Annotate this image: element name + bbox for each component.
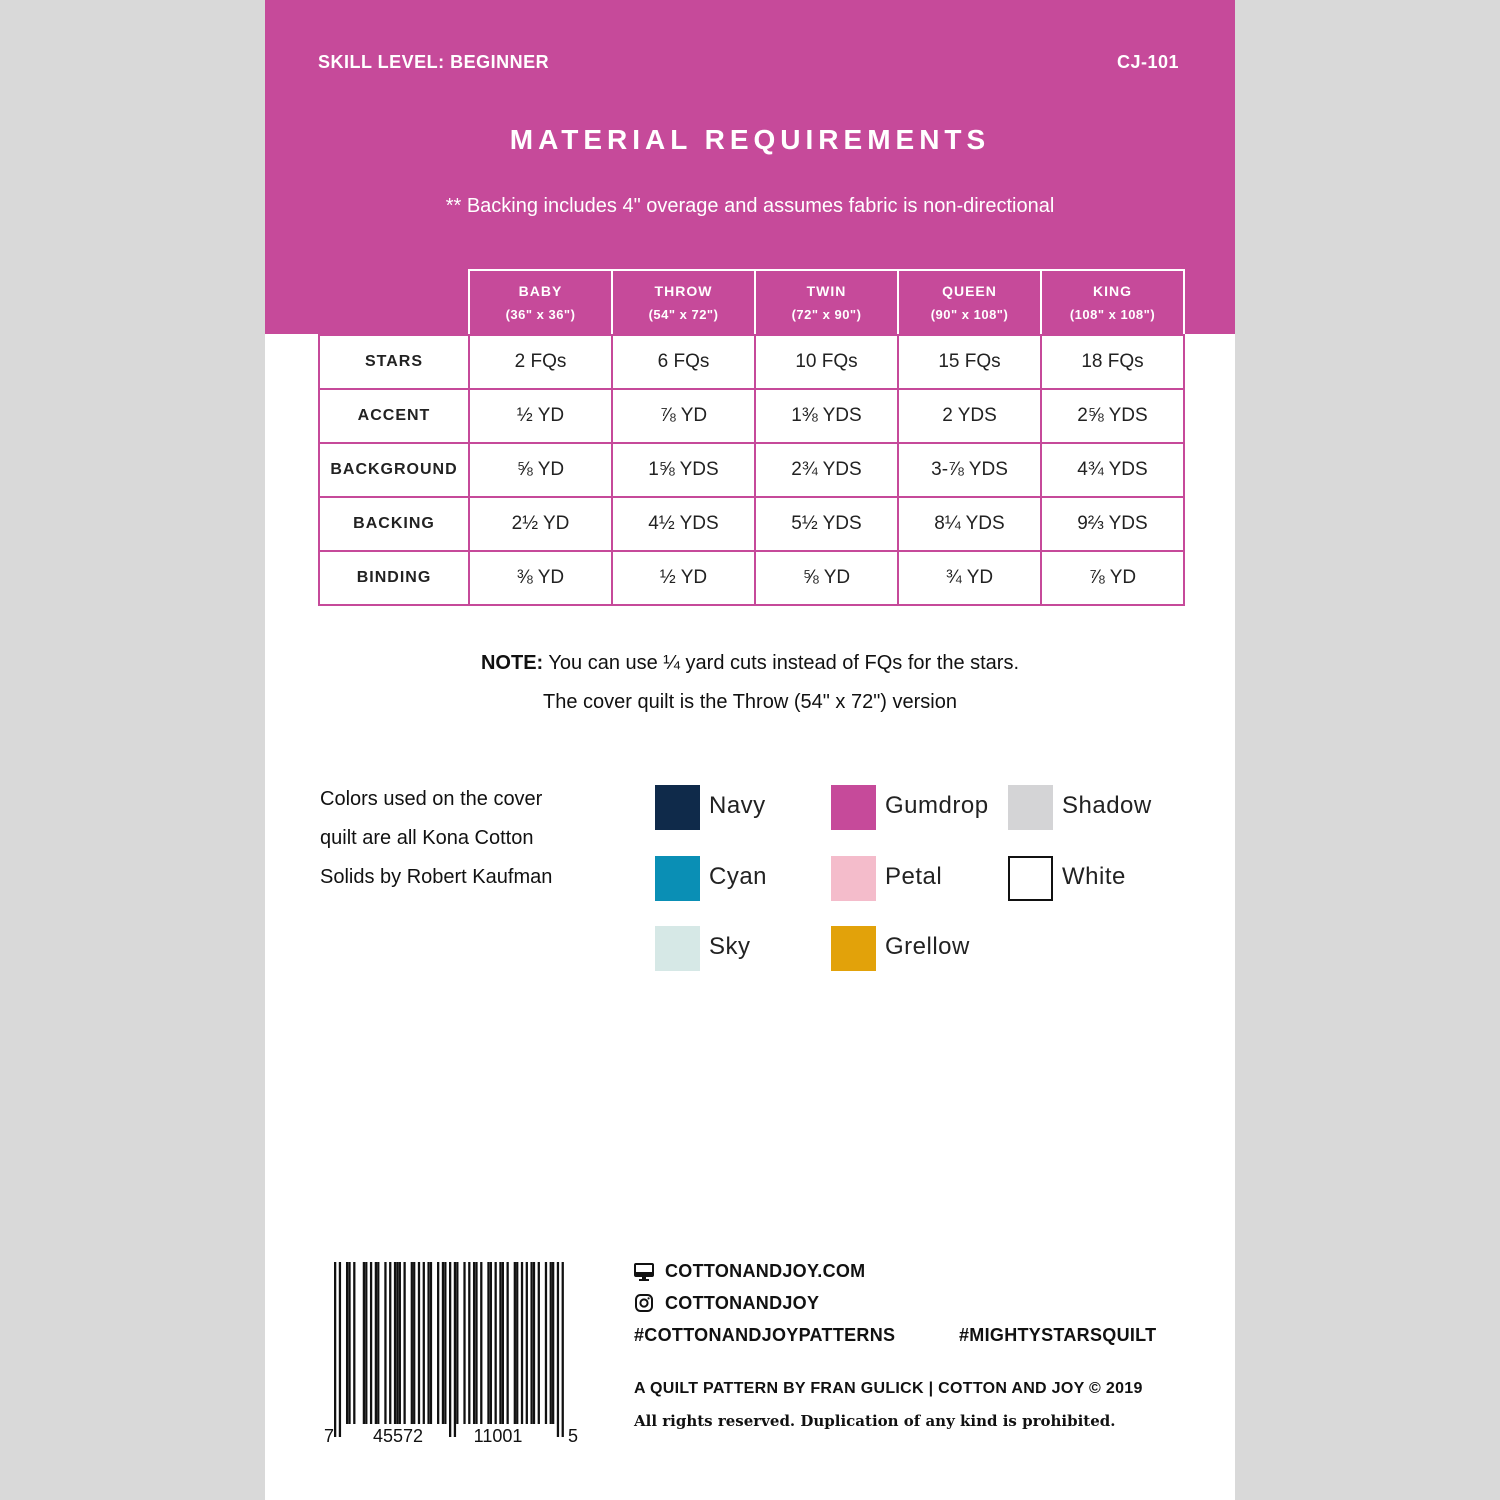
- barcode-bar: [463, 1262, 465, 1424]
- barcode-bar: [499, 1262, 501, 1424]
- table-cell: 4¾ YDS: [1040, 442, 1185, 498]
- website-link[interactable]: COTTONANDJOY.COM: [665, 1261, 866, 1281]
- barcode-bar: [442, 1262, 444, 1424]
- column-size: (108" x 108"): [1069, 307, 1156, 322]
- color-swatch-navy: [655, 785, 700, 830]
- backing-note: ** Backing includes 4" overage and assumes fabric is non-directional: [445, 195, 1055, 217]
- barcode-bar: [394, 1262, 396, 1424]
- column-header: [468, 269, 613, 336]
- barcode-bar: [468, 1262, 470, 1424]
- row-label: ACCENT: [318, 388, 470, 444]
- pattern-code: CJ-101: [1116, 52, 1179, 72]
- barcode-group-2: 11001: [473, 1426, 523, 1446]
- barcode-digit-first: 7: [324, 1426, 335, 1446]
- barcode-bar: [399, 1262, 401, 1424]
- barcode-bar: [334, 1262, 336, 1437]
- cover-note: The cover quilt is the Throw (54" x 72") version: [542, 691, 957, 713]
- barcode-bar: [449, 1262, 451, 1437]
- note-line: [265, 652, 1235, 675]
- table-cell: 18 FQs: [1040, 334, 1185, 390]
- barcode-bar: [516, 1262, 518, 1424]
- table-cell: ⅞ YD: [1040, 550, 1185, 606]
- column-name: QUEEN: [942, 283, 997, 299]
- barcode-bar: [389, 1262, 391, 1424]
- barcode-bar: [530, 1262, 532, 1424]
- table-cell: 2¾ YDS: [754, 442, 899, 498]
- page-title: MATERIAL REQUIREMENTS: [509, 124, 991, 155]
- color-name: Cyan: [709, 863, 768, 890]
- barcode-bar: [423, 1262, 425, 1424]
- barcode-bar: [377, 1262, 379, 1424]
- color-swatch-shadow: [1008, 785, 1053, 830]
- barcode: [320, 1260, 580, 1450]
- barcode-bar: [562, 1262, 564, 1437]
- barcode-bar: [413, 1262, 415, 1424]
- barcode-group-1: 45572: [372, 1426, 424, 1446]
- barcode-bar: [384, 1262, 386, 1424]
- color-name: Navy: [709, 792, 766, 819]
- credit-line: A QUILT PATTERN BY FRAN GULICK | COTTON AND JOY © 2019: [634, 1380, 1143, 1397]
- barcode-bar: [552, 1262, 554, 1424]
- colors-description-line: quilt are all Kona Cotton: [320, 827, 534, 849]
- table-cell: 1⅜ YDS: [754, 388, 899, 444]
- barcode-bar: [487, 1262, 489, 1424]
- barcode-bar: [427, 1262, 429, 1424]
- column-name: THROW: [654, 283, 713, 299]
- barcode-bar: [411, 1262, 413, 1424]
- hashtag-quilt: #MIGHTYSTARSQUILT: [959, 1325, 1157, 1345]
- barcode-bar: [437, 1262, 439, 1424]
- barcode-bar: [444, 1262, 446, 1424]
- color-name: Petal: [885, 863, 943, 890]
- barcode-bar: [514, 1262, 516, 1424]
- barcode-bar: [473, 1262, 475, 1424]
- table-cell: ½ YD: [468, 388, 613, 444]
- table-cell: ⅝ YD: [468, 442, 613, 498]
- barcode-digit-last: 5: [568, 1426, 579, 1446]
- barcode-bar: [475, 1262, 477, 1424]
- color-swatch-sky: [655, 926, 700, 971]
- barcode-bar: [363, 1262, 365, 1424]
- barcode-bar: [396, 1262, 398, 1424]
- barcode-bar: [545, 1262, 547, 1424]
- pattern-back-page: [265, 0, 1235, 1500]
- table-cell: ⅝ YD: [754, 550, 899, 606]
- note-label: NOTE:: [480, 652, 544, 674]
- color-swatch-cyan: [655, 856, 700, 901]
- column-size: (36" x 36"): [505, 307, 576, 322]
- table-cell: ⅞ YD: [611, 388, 756, 444]
- color-name: Shadow: [1062, 792, 1152, 819]
- barcode-bar: [490, 1262, 492, 1424]
- column-header: [1040, 269, 1185, 336]
- color-name: Sky: [709, 933, 751, 960]
- barcode-bar: [430, 1262, 432, 1424]
- color-swatch-gumdrop: [831, 785, 876, 830]
- table-cell: 2½ YD: [468, 496, 613, 552]
- table-cell: 2 YDS: [897, 388, 1042, 444]
- table-cell: 15 FQs: [897, 334, 1042, 390]
- barcode-bar: [480, 1262, 482, 1424]
- table-cell: ¾ YD: [897, 550, 1042, 606]
- barcode-bar: [365, 1262, 367, 1424]
- table-cell: 2 FQs: [468, 334, 613, 390]
- barcode-bar: [375, 1262, 377, 1424]
- skill-level: SKILL LEVEL: BEGINNER: [318, 52, 550, 72]
- table-cell: 9⅔ YDS: [1040, 496, 1185, 552]
- row-label: BINDING: [318, 550, 470, 606]
- barcode-bar: [418, 1262, 420, 1424]
- instagram-handle[interactable]: COTTONANDJOY: [665, 1293, 820, 1313]
- table-cell: 10 FQs: [754, 334, 899, 390]
- barcode-bar: [502, 1262, 504, 1424]
- table-cell: 1⅝ YDS: [611, 442, 756, 498]
- barcode-bar: [403, 1262, 405, 1424]
- barcode-bar: [550, 1262, 552, 1424]
- barcode-bar: [346, 1262, 348, 1424]
- table-cell: ½ YD: [611, 550, 756, 606]
- color-name: Gumdrop: [885, 792, 989, 819]
- rights-line: All rights reserved. Duplication of any kind is prohibited.: [634, 1412, 1116, 1430]
- colors-description-line: Solids by Robert Kaufman: [320, 866, 553, 888]
- color-name: White: [1062, 863, 1126, 890]
- column-header: [754, 269, 899, 336]
- column-header: [611, 269, 756, 336]
- barcode-bar: [507, 1262, 509, 1424]
- colors-description-line: Colors used on the cover: [320, 788, 543, 810]
- table-cell: 4½ YDS: [611, 496, 756, 552]
- barcode-bar: [538, 1262, 540, 1424]
- row-label: BACKGROUND: [318, 442, 470, 498]
- column-size: (54" x 72"): [648, 307, 719, 322]
- column-size: (72" x 90"): [791, 307, 862, 322]
- barcode-bar: [557, 1262, 559, 1437]
- row-label: BACKING: [318, 496, 470, 552]
- barcode-bar: [526, 1262, 528, 1424]
- column-size: (90" x 108"): [930, 307, 1009, 322]
- column-header: [897, 269, 1042, 336]
- table-cell: 5½ YDS: [754, 496, 899, 552]
- note-text: You can use ¼ yard cuts instead of FQs for the stars.: [543, 652, 1020, 674]
- color-swatch-grellow: [831, 926, 876, 971]
- color-swatch-petal: [831, 856, 876, 901]
- table-cell: 8¼ YDS: [897, 496, 1042, 552]
- column-name: BABY: [518, 283, 563, 299]
- color-name: Grellow: [885, 933, 970, 960]
- row-label: STARS: [318, 334, 470, 390]
- column-name: TWIN: [806, 283, 847, 299]
- barcode-bar: [495, 1262, 497, 1424]
- hashtag-patterns: #COTTONANDJOYPATTERNS: [634, 1325, 896, 1345]
- table-cell: 6 FQs: [611, 334, 756, 390]
- barcode-bar: [339, 1262, 341, 1437]
- barcode-bar: [521, 1262, 523, 1424]
- color-swatch-white: [1008, 856, 1053, 901]
- table-cell: ⅜ YD: [468, 550, 613, 606]
- barcode-bar: [353, 1262, 355, 1424]
- barcode-bar: [454, 1262, 456, 1437]
- barcode-bar: [348, 1262, 350, 1424]
- instagram-icon: [635, 1294, 653, 1312]
- table-cell: 2⅝ YDS: [1040, 388, 1185, 444]
- monitor-icon: [634, 1263, 654, 1281]
- barcode-bar: [456, 1262, 458, 1424]
- barcode-bar: [370, 1262, 372, 1424]
- table-cell: 3-⅞ YDS: [897, 442, 1042, 498]
- barcode-bar: [533, 1262, 535, 1424]
- colors-description: [320, 780, 590, 897]
- column-name: KING: [1093, 283, 1132, 299]
